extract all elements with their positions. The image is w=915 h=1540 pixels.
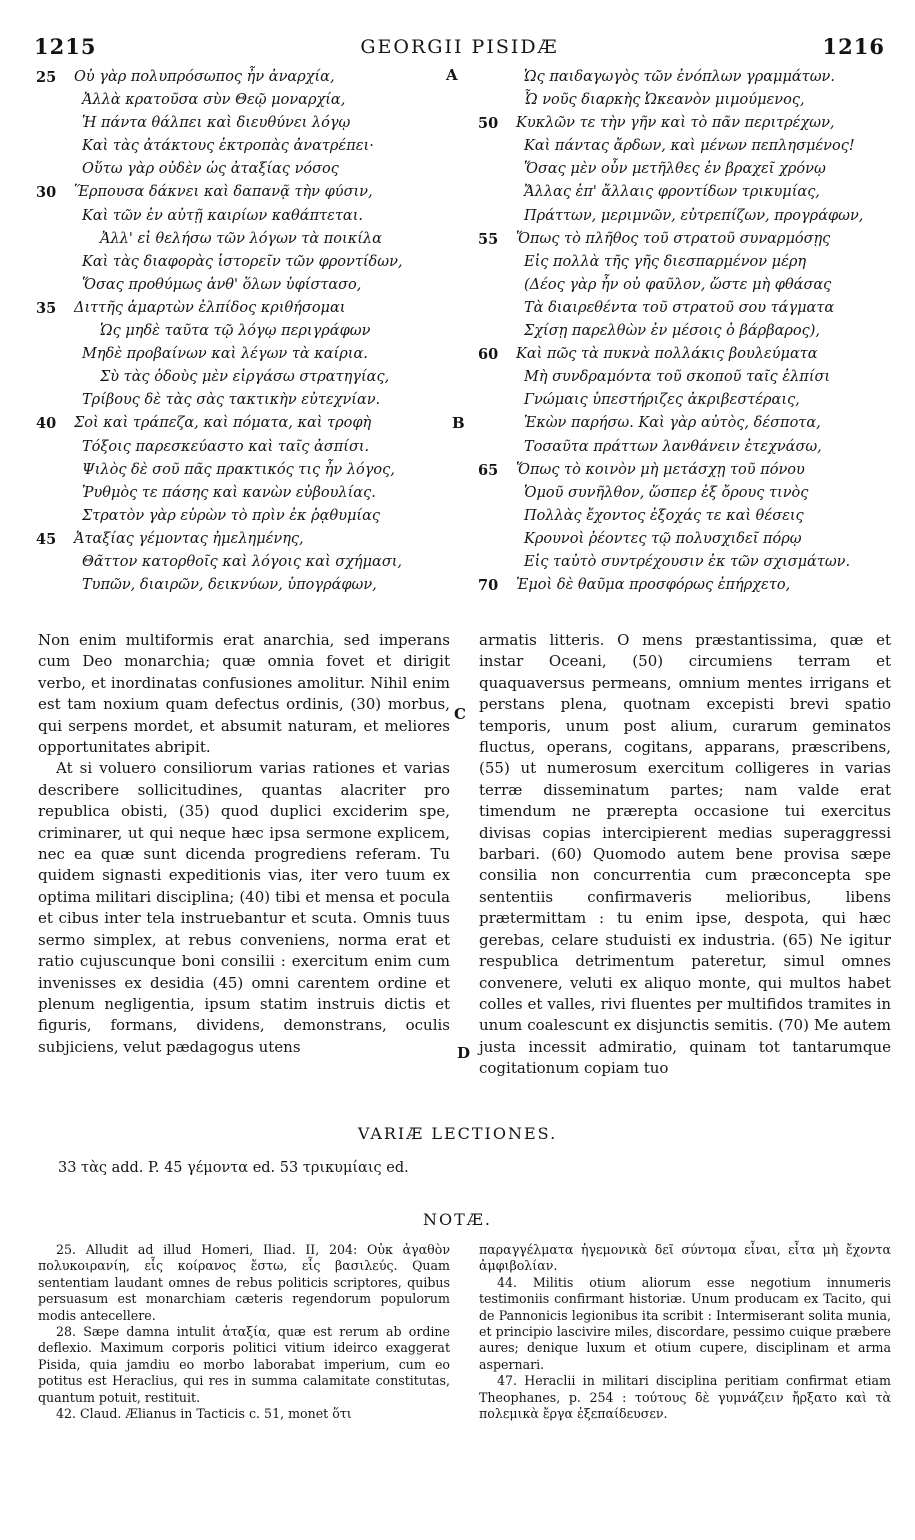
verse-line [478,112,883,135]
verse-text: Ὁμοῦ συνῆλθον, ὥσπερ ἐξ ὄρους τινὸς [524,484,809,501]
margin-letter-b: B [452,414,465,432]
verse-text: Κυκλῶν τε τὴν γῆν καὶ τὸ πᾶν περιτρέχων, [516,115,835,132]
verse-line [36,251,441,274]
verse-line [478,482,883,505]
verse-text: Μηδὲ προβαίνων καὶ λέγων τὰ καίρια. [82,346,368,363]
note-paragraph: 47. Heraclii in militari disciplina peritiam confirmat etiam Theophanes, p. 254 : τούτους δὲ γυμνάζειν ἤρξατο καὶ τὰ πολεμικὰ ἔργα ἐξεπαίδευσεν. [479,1373,891,1422]
verse-text: Ἀλλὰ κρατοῦσα σὺν Θεῷ μοναρχία, [82,92,346,109]
verse-text: Καὶ τὰς διαφορὰς ἱστορεῖν τῶν φροντίδων, [82,253,403,270]
verse-text: Καὶ τὰς ἀτάκτους ἐκτροπὰς ἀνατρέπει· [82,138,374,155]
verse-text: Πολλὰς ἔχοντος ἐξοχάς τε καὶ θέσεις [524,507,804,524]
note-paragraph: 25. Alludit ad illud Homeri, Iliad. II, 204: Οὐκ ἀγαθὸν πολυκοιρανίη, εἷς κοίρανος ἔστω, εἷς βασιλεύς. Quam sententiam laudant omnes de rebus politicis scriptores, quibus persuasum est monarchiam cæteris regendorum populorum modis antecellere. [38,1242,450,1323]
verse-line [478,436,883,459]
verse-number: 55 [478,230,499,248]
verse-text: Διττῆς ἁμαρτὼν ἐλπίδος κριθήσομαι [74,299,346,316]
verse-line [36,366,441,389]
latin-translation-right-column [479,630,891,1080]
verse-line [36,66,441,89]
notes-right-column [479,1242,891,1422]
note-paragraph: 42. Claud. Ælianus in Tacticis c. 51, monet ὅτι [56,1406,352,1422]
verse-text: Ἀταξίας γέμοντας ἠμελημένης, [74,530,304,547]
verse-text: Θᾶττον κατορθοῖς καὶ λόγοις καὶ σχήμασι, [82,553,403,570]
note-paragraph: 28. Sæpe damna intulit ἀταξία, quæ est rerum ab ordine deflexio. Maximum corporis politici vitium ideirco exaggerat Pisida, quia jamdiu eo morbo laborabat imperium, cum eo potitus est Heraclius, qui res in summa calamitate constitutas, quantum potuit, restituit. [38,1324,450,1405]
verse-line [478,251,883,274]
verse-text: Τυπῶν, διαιρῶν, δεικνύων, ὑπογράφων, [82,577,377,594]
verse-line [36,320,441,343]
verse-text: Τοσαῦτα πράττων λανθάνειν ἐτεχνάσω, [524,438,822,455]
verse-line [478,89,883,112]
greek-verse-right-column [478,66,883,597]
verse-text: Τρίβους δὲ τὰς σὰς τακτικὴν εὐτεχνίαν. [82,392,381,409]
verse-number: 45 [36,530,57,548]
verse-line [36,551,441,574]
verse-line [478,574,883,597]
variae-lectiones-title: VARIÆ LECTIONES. [357,1124,558,1143]
verse-line [478,181,883,204]
verse-text: Εἰς πολλὰ τῆς γῆς διεσπαρμένον μέρη [524,253,807,270]
verse-text: Ὡς μηδὲ ταῦτα τῷ λόγῳ περιγράφων [100,323,371,340]
verse-text: Ὅσας προθύμως ἀνθ' ὅλων ὑφίστασο, [82,276,362,293]
verse-text: Καὶ πάντας ἄρδων, καὶ μένων πεπλησμένος! [524,138,855,155]
verse-line [36,205,441,228]
verse-text: Ὦ νοῦς διαρκὴς Ὠκεανὸν μιμούμενος, [524,92,805,109]
latin-paragraph: At si voluero consiliorum varias rationes et varias describere sollicitudines, quantas alacriter pro republica obisti, (35) quod duplici exciderim spe, criminarer, ut qui neque hæc ipsa sermone explicem, nec ea quæ sunt dicenda progrediens referam. Tu quidem signasti expeditionis vias, iter vero tuum ex optima militari disciplina; (40) tibi et mensa et pocula et cibus inter tela instruebantur et scuta. Omnis tuus sermo simplex, at rebus conveniens, norma erat et ratio cujuscunque boni consilii : exercitum enim cum invenisses ex desidia (45) omni carentem ordine et plenum negligentia, ipsum statim instruis dictis et figuris, formans, dividens, demonstrans, oculis subjiciens, velut pædagogus utens [38,759,450,1056]
note-paragraph: παραγγέλματα ἡγεμονικὰ δεῖ σύντομα εἶναι, εἶτα μὴ ἔχοντα ἀμφιβολίαν. [479,1242,891,1274]
greek-verse-left-column [36,66,441,597]
verse-line [36,482,441,505]
verse-line [36,389,441,412]
verse-line [36,274,441,297]
verse-text: Τόξοις παρεσκεύαστο καὶ ταῖς ἀσπίσι. [82,438,370,455]
verse-text: Ῥυθμὸς τε πάσης καὶ κανὼν εὐβουλίας. [82,484,376,501]
verse-text: Ἑκὼν παρήσω. Καὶ γὰρ αὐτὸς, δέσποτα, [524,415,821,432]
verse-text: Καὶ πῶς τὰ πυκνὰ πολλάκις βουλεύματα [516,346,818,363]
verse-line [36,181,441,204]
verse-text: Ἄλλας ἐπ' ἄλλαις φροντίδων τρικυμίας, [524,184,820,201]
verse-number: 70 [478,577,499,595]
verse-text: Σὺ τὰς ὁδοὺς μὲν εἰργάσω στρατηγίας, [100,369,390,386]
verse-line [36,228,441,251]
latin-paragraph: Non enim multiformis erat anarchia, sed imperans cum Deo monarchia; quæ omnia fovet et dirigit verbo, et inordinatas confusiones amolitur. Nihil enim est tam noxium quam defectus ordinis, (30) morbus, qui serpens mordet, et absumit naturam, et meliores opportunitates abripit. [38,631,450,757]
note-paragraph: 44. Militis otium aliorum esse negotium innumeris testimoniis confirmant historiæ. Unum producam ex Tacito, qui de Pannonicis legionibus ita scribit : Intermiserant solita munia, et principio lascivire miles, discordare, pessimo cuique præbere aures; denique luxum et otium cupere, disciplinam et arma aspernari. [479,1274,891,1372]
margin-letter-a: A [446,66,458,84]
verse-line [478,551,883,574]
verse-line [36,436,441,459]
verse-text: Ἕρπουσα δάκνει καὶ δαπανᾷ τὴν φύσιν, [74,184,373,201]
verse-text: Ὅπως τὸ κοινὸν μὴ μετάσχῃ τοῦ πόνου [516,461,805,478]
verse-line [36,343,441,366]
verse-text: Ψιλὸς δὲ σοῦ πᾶς πρακτικός τις ἦν λόγος, [82,461,395,478]
verse-number: 35 [36,299,57,317]
verse-line [36,505,441,528]
verse-text: Ἀλλ' εἰ θελήσω τῶν λόγων τὰ ποικίλα [100,230,382,247]
verse-line [478,528,883,551]
verse-text: Ὅπως τὸ πλῆθος τοῦ στρατοῦ συναρμόσῃς [516,230,831,247]
verse-line [478,158,883,181]
verse-number: 30 [36,184,57,202]
verse-line [36,574,441,597]
notes-left-column [38,1242,450,1422]
verse-number: 65 [478,461,499,479]
latin-translation-left-column [38,630,450,1058]
verse-line [36,297,441,320]
verse-line [478,320,883,343]
verse-number: 40 [36,415,57,433]
verse-text: Καὶ τῶν ἐν αὐτῇ καιρίων καθάπτεται. [82,207,364,224]
verse-text: Πράττων, μεριμνῶν, εὐτρεπίζων, προγράφων, [524,207,864,224]
verse-line [478,459,883,482]
margin-letter-d: D [457,1044,471,1062]
verse-text: Στρατὸν γὰρ εὑρὼν τὸ πρὶν ἐκ ῥᾳθυμίας [82,507,381,524]
verse-number: 25 [36,69,57,86]
verse-text: Ὅσας μὲν οὖν μετῆλθες ἐν βραχεῖ χρόνῳ [524,161,826,178]
verse-line [478,135,883,158]
verse-text: Ἐμοὶ δὲ θαῦμα προσφόρως ἐπήρχετο, [516,577,791,594]
verse-line [478,205,883,228]
verse-line [478,389,883,412]
notae-title: NOTÆ. [423,1210,492,1229]
verse-text: Οὕτω γὰρ οὐδὲν ὡς ἀταξίας νόσος [82,161,339,178]
running-title: GEORGII PISIDÆ [360,36,559,58]
verse-text: Εἰς ταὐτὸ συντρέχουσιν ἐκ τῶν σχισμάτων. [524,553,851,570]
verse-text: Τὰ διαιρεθέντα τοῦ στρατοῦ σου τάγματα [524,299,835,316]
verse-line [478,297,883,320]
verse-line [478,66,883,89]
verse-number: 60 [478,346,499,364]
verse-text: Μὴ συνδραμόντα τοῦ σκοποῦ ταῖς ἐλπίσι [524,369,831,386]
verse-text: Σοὶ καὶ τράπεζα, καὶ πόματα, καὶ τροφὴ [74,415,372,432]
verse-number: 50 [478,115,499,133]
verse-line [478,274,883,297]
verse-text: Οὐ γὰρ πολυπρόσωπος ἦν ἀναρχία, [74,69,335,85]
page-number-left: 1215 [34,34,97,59]
page-header [34,34,885,60]
verse-line [478,366,883,389]
latin-paragraph: armatis litteris. O mens præstantissima, quæ et instar Oceani, (50) circumiens terram et quaquaversus permeans, omnium mentes irrigans et perstans plena, quotnam excepisti brevi spatio temporis, unum post alium, curarum geminatos fluctus, operans, cogitans, apparans, præscribens, (55) ut numerosum exercitum colligeres in varias terræ disseminatum partes; nam valde erat timendum ne prærepta occasione tui exercitus divisas copias intercipierent medias superaggressi barbari. (60) Quomodo autem bene provisa sæpe consilia non concurrentia cum præconcepta spe sententiis confirmaveris melioribus, libens prætermittam : tu enim ipse, despota, qui hæc gerebas, celare studuisti ex industria. (65) Ne igitur respublica detrimentum pateretur, simul omnes convenere, veluti ex aliquo monte, qui multos habet colles et valles, rivi fluentes per multifidos tramites in unum coalescunt ex disjunctis semitis. (70) Me autem justa incessit admiratio, quinam tot tantarumque cogitationum copiam tuo [479,631,891,1078]
verse-line [36,135,441,158]
verse-line [36,459,441,482]
margin-letter-c: C [454,705,466,723]
verse-line [478,343,883,366]
verse-line [478,412,883,435]
verse-text: Γνώμαις ὑπεστήριζες ἀκριβεστέραις, [524,392,800,409]
verse-line [36,112,441,135]
page-number-right: 1216 [822,34,885,59]
verse-text: Σχίσῃ παρελθὼν ἐν μέσοις ὁ βάρβαρος), [524,323,821,340]
verse-text: Ἡ πάντα θάλπει καὶ διευθύνει λόγῳ [82,115,351,132]
verse-line [36,412,441,435]
verse-line [36,158,441,181]
verse-text: (Δέος γὰρ ἦν οὐ φαῦλον, ὥστε μὴ φθάσας [524,276,832,293]
verse-text: Ὡς παιδαγωγὸς τῶν ἐνόπλων γραμμάτων. [524,69,835,85]
variae-lectiones-text: 33 τὰς add. P. 45 γέμοντα ed. 53 τρικυμίαις ed. [58,1160,409,1176]
verse-line [36,528,441,551]
verse-line [478,505,883,528]
verse-line [478,228,883,251]
verse-line [36,89,441,112]
verse-text: Κρουνοὶ ῥέοντες τῷ πολυσχιδεῖ πόρῳ [524,530,802,547]
